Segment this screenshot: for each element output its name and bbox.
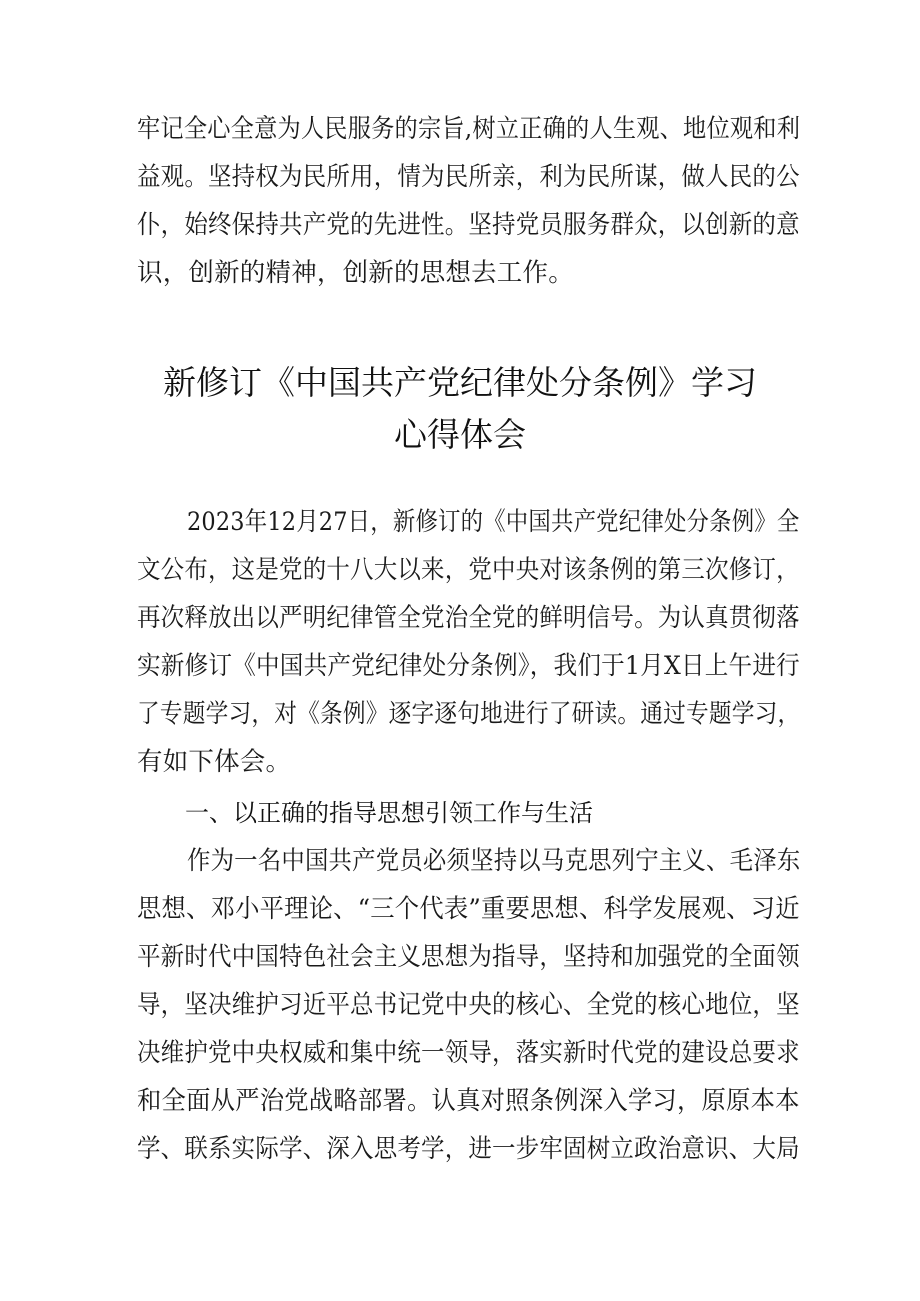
section-line: 和全面从严治党战略部署。认真对照条例深入学习，原原本本 <box>137 1086 800 1116</box>
section-line: 作为一名中国共产党员必须坚持以马克思列宁主义、毛泽东 <box>187 846 801 876</box>
section-line: 决维护党中央权威和集中统一领导，落实新时代党的建设总要求 <box>137 1038 800 1068</box>
opening-line: 再次释放出以严明纪律管全党治全党的鲜明信号。为认真贯彻落 <box>137 603 800 633</box>
opening-line: 文公布，这是党的十八大以来，党中央对该条例的第三次修订， <box>137 555 800 585</box>
intro-line: 牢记全心全意为人民服务的宗旨,树立正确的人生观、地位观和利 <box>137 114 801 144</box>
section-line: 思想、邓小平理论、“三个代表”重要思想、科学发展观、习近 <box>137 894 800 924</box>
section-line: 学、联系实际学、深入思考学，进一步牢固树立政治意识、大局 <box>137 1134 800 1164</box>
section-line: 平新时代中国特色社会主义思想为指导，坚持和加强党的全面领 <box>137 942 800 972</box>
article-title-line-2: 心得体会 <box>394 415 526 454</box>
intro-line: 益观。坚持权为民所用，情为民所亲，利为民所谋，做人民的公 <box>137 162 800 192</box>
opening-line: 实新修订《中国共产党纪律处分条例》，我们于1月X日上午进行 <box>137 651 800 681</box>
opening-line: 2023年12月27日，新修订的《中国共产党纪律处分条例》全 <box>187 507 800 537</box>
article-title-line-1: 新修订《中国共产党纪律处分条例》学习 <box>163 363 757 402</box>
section-line: 导，坚决维护习近平总书记党中央的核心、全党的核心地位，坚 <box>137 990 800 1020</box>
intro-line: 识，创新的精神，创新的思想去工作。 <box>137 258 574 288</box>
intro-line: 仆，始终保持共产党的先进性。坚持党员服务群众，以创新的意 <box>137 210 800 240</box>
section-heading: 一、以正确的指导思想引领工作与生活 <box>185 799 593 827</box>
opening-line: 了专题学习，对《条例》逐字逐句地进行了研读。通过专题学习， <box>137 699 801 729</box>
opening-line: 有如下体会。 <box>137 747 292 777</box>
